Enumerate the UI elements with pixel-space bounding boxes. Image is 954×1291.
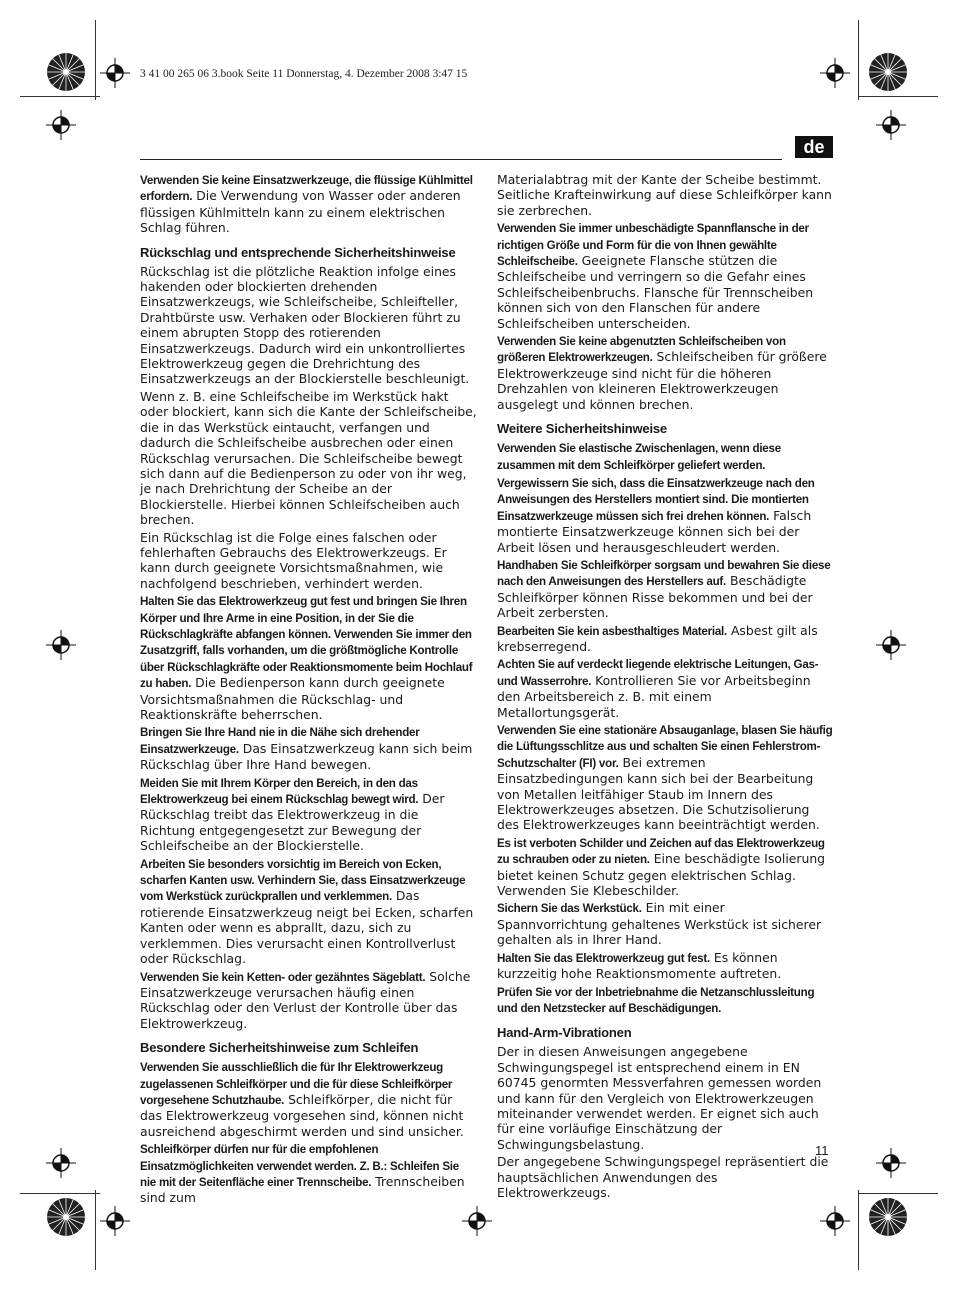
trim-line [858,20,859,100]
registration-target-icon [46,630,76,660]
registration-target-icon [100,58,130,88]
bold-lead: Verwenden Sie keine abgenutzten Schleifscheiben von größeren Elektrowerkzeugen. [497,335,786,365]
paragraph [497,623,834,655]
trim-line [20,1193,100,1194]
paragraph-text: Der Rückschlag treibt das Elektrowerkzeug in die Richtung entgegengesetzt zur Bewegung der Schleifscheibe an der Blockierstelle. [140,791,445,854]
paragraph [497,950,834,982]
paragraph-text: Ein Rückschlag ist die Folge eines falschen oder fehlerhaften Gebrauchs des Elektrowerkzeugs. Er kann durch geeignete Vorsichtsmaßnahmen, wie nachfolgend beschrieben, verhindert werden. [140,529,447,591]
paragraph-text: Eine beschädigte Isolierung bietet keinen Schutz gegen elektrischen Schlag. Verwenden Sie Klebeschilder. [497,851,826,899]
paragraph [497,1154,834,1200]
bold-lead: Prüfen Sie vor der Inbetriebnahme die Netzanschlussleitung und den Netzstecker auf Beschädigungen. [497,985,815,1015]
section-heading: Hand-Arm-Vibrationen [497,1025,632,1041]
paragraph [497,220,834,331]
paragraph [497,984,834,1017]
paragraph [140,172,477,236]
bold-lead: Vergewissern Sie sich, dass die Einsatzwerkzeuge nach den Anweisungen des Herstellers montiert sind. Die montierten Einsatzwerkzeuge müssen sich frei drehen können. [497,476,815,523]
paragraph [140,389,477,528]
paragraph [497,440,834,473]
paragraph [140,593,477,722]
paragraph-text: Der angegebene Schwingungspegel repräsentiert die hauptsächlichen Anwendungen des Elektrowerkzeugs. [497,1154,829,1200]
starburst-mark-icon [868,1197,908,1237]
registration-target-icon [876,630,906,660]
registration-target-icon [820,58,850,88]
paragraph [497,1044,834,1152]
bold-lead: Es ist verboten Schilder und Zeichen auf das Elektrowerkzeug zu schrauben oder zu nieten. [497,836,825,867]
paragraph-text: Wenn z. B. eine Schleifscheibe im Werkstück hakt oder blockiert, kann sich die Kante der Schleifscheibe, die in das Werkstück eintaucht, verfangen und dadurch die Schleifscheibe ausbrechen oder einen Rückschlag verursachen. Die Schleifscheibe bewegt sich dann auf die Bedienperson zu oder von ihr weg, je nach Drehrichtung der Scheibe an der Blockierstelle. Hierbei können Schleifscheiben auch brechen. [140,388,477,528]
bold-lead: Verwenden Sie kein Ketten- oder gezähntes Sägeblatt. [140,970,426,984]
bold-lead: Verwenden Sie keine Einsatzwerkzeuge, die flüssige Kühlmittel erfordern. [140,174,473,204]
book-info-header: 3 41 00 265 06 3.book Seite 11 Donnerstag, 4. Dezember 2008 3:47 15 [140,68,468,80]
paragraph-text: Der in diesen Anweisungen angegebene Schwingungspegel ist entsprechend einem in EN 60745 genormten Messverfahren gemessen worden und kann für den Vergleich von Elektrowerkzeugen miteinander verwendet werden. Er eignet sich auch für eine vorläufige Einschätzung der Schwingungsbelastung. [497,1044,822,1152]
paragraph-text: Es können kurzzeitig hohe Reaktionsmomente auftreten. [497,949,782,982]
bold-lead: Arbeiten Sie besonders vorsichtig im Bereich von Ecken, scharfen Kanten usw. Verhindern Sie, dass Einsatzwerkzeuge vom Werkstück zurückprallen und verklemmen. [140,857,466,904]
paragraph-text: Asbest gilt als krebserregend. [497,622,818,654]
starburst-mark-icon [868,52,908,92]
bold-lead: Schleifkörper dürfen nur für die empfohlenen Einsatzmöglichkeiten verwendet werden. Z. B.: Schleifen Sie nie mit der Seitenfläche einer Trennscheibe. [140,1143,459,1189]
bold-lead: Handhaben Sie Schleifkörper sorgsam und bewahren Sie diese nach den Anweisungen des Herstellers auf. [497,558,831,589]
paragraph-text: Falsch montierte Einsatzwerkzeuge können sich bei der Arbeit lösen und herausgeschleudert werden. [497,507,812,555]
paragraph [497,172,834,218]
paragraph [140,856,477,967]
trim-line [95,20,96,100]
paragraph [497,333,834,412]
paragraph-text: Schleifscheiben für größere Elektrowerkzeuge sind nicht für die höheren Drehzahlen von kleineren Elektrowerkzeugen ausgelegt und können brechen. [497,349,827,412]
paragraph-text: Rückschlag ist die plötzliche Reaktion infolge eines hakenden oder blockierten drehenden Einsatzwerkzeugs, wie Schleifscheibe, Schleifteller, Drahtbürste usw. Verhaken oder Blockieren führt zu einem abrupten Stopp des rotierenden Einsatzwerkzeugs. Dadurch wird ein unkontrolliertes Elektrowerkzeug gegen die Drehrichtung des Einsatzwerkzeugs an der Blockierstelle beschleunigt. [140,263,470,387]
trim-line [858,1193,938,1194]
bold-lead: Bringen Sie Ihre Hand nie in die Nähe sich drehender Einsatzwerkzeuge. [140,726,420,756]
paragraph [497,656,834,720]
bold-lead: Verwenden Sie eine stationäre Absauganlage, blasen Sie häufig die Lüftungsschlitze aus und schalten Sie einen Fehlerstrom-Schutzschalter (FI) vor. [497,724,833,770]
trim-line [858,96,938,97]
starburst-mark-icon [46,1197,86,1237]
trim-line [858,1190,859,1270]
bold-lead: Verwenden Sie ausschließlich die für Ihr Elektrowerkzeug zugelassenen Schleifkörper und die für diese Schleifkörper vorgesehene Schutzhaube. [140,1061,453,1107]
paragraph [497,835,834,899]
language-tab: de [795,136,833,158]
section-heading: Weitere Sicherheitshinweise [497,421,667,437]
registration-target-icon [876,1148,906,1178]
paragraph-text: Materialabtrag mit der Kante der Scheibe bestimmt. Seitliche Krafteinwirkung auf diese Schleifkörper kann sie zerbrechen. [497,172,832,218]
paragraph [497,722,834,833]
right-column [497,172,834,1202]
bold-lead: Bearbeiten Sie kein asbesthaltiges Material. [497,624,727,638]
trim-line [20,96,100,97]
registration-target-icon [820,1206,850,1236]
bold-lead: Halten Sie das Elektrowerkzeug gut fest. [497,951,710,965]
bold-lead: Verwenden Sie immer unbeschädigte Spannflansche in der richtigen Größe und Form für die von Ihnen gewählte Schleifscheibe. [497,222,809,269]
paragraph-text: Trennscheiben sind zum [140,1173,465,1206]
paragraph [140,264,477,387]
paragraph [497,900,834,947]
paragraph [140,775,477,854]
paragraph [140,1141,477,1206]
paragraph [497,557,834,621]
bold-lead: Verwenden Sie elastische Zwischenlagen, wenn diese zusammen mit dem Schleifkörper geliefert werden. [497,442,781,472]
paragraph-text: Kontrollieren Sie vor Arbeitsbeginn den Arbeitsbereich z. B. mit einem Metallortungsgerät. [497,672,811,720]
registration-target-icon [100,1206,130,1236]
section-heading: Rückschlag und entsprechende Sicherheitshinweise [140,244,456,260]
bold-lead: Achten Sie auf verdeckt liegende elektrische Leitungen, Gas- und Wasserrohre. [497,658,819,688]
header-rule [140,159,782,160]
paragraph [140,1059,477,1139]
trim-line [95,1190,96,1270]
paragraph [140,724,477,772]
page-number: 11 [815,1143,829,1158]
paragraph [140,530,477,592]
bold-lead: Sichern Sie das Werkstück. [497,902,642,916]
paragraph-text: Bei extremen Einsatzbedingungen kann sich bei der Bearbeitung von Metallen leitfähiger Staub im Innern des Elektrowerkzeuges absetzen. Die Schutzisolierung des Elektrowerkzeuges kann beeinträchtigt werden. [497,754,820,833]
bold-lead: Meiden Sie mit Ihrem Körper den Bereich, in den das Elektrowerkzeug bei einem Rückschlag bewegt wird. [140,776,419,807]
registration-target-icon [876,110,906,140]
paragraph-text: Geeignete Flansche stützen die Schleifscheibe und verringern so die Gefahr eines Schleifscheibenbruchs. Flansche für Trennscheiben können sich von den Flanschen für andere Schleifscheiben unterscheiden. [497,253,814,331]
registration-target-icon [462,1206,492,1236]
paragraph-text: Die Bedienperson kann durch geeignete Vorsichtsmaßnahmen die Rückschlag- und Reaktionskräfte beherrschen. [140,675,445,722]
bold-lead: Halten Sie das Elektrowerkzeug gut fest und bringen Sie Ihren Körper und Ihre Arme in eine Position, in der Sie die Rückschlagkräfte abfangen können. Verwenden Sie immer den Zusatzgriff, falls vorhanden, um die größtmögliche Kontrolle über Rückschlagkräfte oder Reaktionsmomente beim Hochlauf zu haben. [140,595,473,691]
paragraph-text: Schleifkörper, die nicht für das Elektrowerkzeug vorgesehen sind, können nicht ausreichend abgeschirmt werden und sind unsicher. [140,1091,464,1139]
starburst-mark-icon [46,52,86,92]
paragraph-text: Das rotierende Einsatzwerkzeug neigt bei Ecken, scharfen Kanten oder wenn es abprallt, dazu, sich zu verklemmen. Dies verursacht einen Kontrollverlust oder Rückschlag. [140,888,474,967]
paragraph-text: Ein mit einer Spannvorrichtung gehaltenes Werkstück ist sicherer gehalten als in Ihrer Hand. [497,900,822,948]
paragraph [497,475,834,555]
registration-target-icon [46,1148,76,1178]
paragraph-text: Das Einsatzwerkzeug kann sich beim Rückschlag über Ihre Hand bewegen. [140,740,473,773]
section-heading: Besondere Sicherheitshinweise zum Schleifen [140,1040,419,1056]
registration-target-icon [46,110,76,140]
paragraph-text: Die Verwendung von Wasser oder anderen flüssigen Kühlmitteln kann zu einem elektrischen Schlag führen. [140,188,461,236]
paragraph-text: Solche Einsatzwerkzeuge verursachen häufig einen Rückschlag oder den Verlust der Kontrolle über das Elektrowerkzeug. [140,968,471,1031]
left-column [140,172,477,1208]
paragraph-text: Beschädigte Schleifkörper können Risse bekommen und bei der Arbeit zerbersten. [497,573,813,621]
paragraph [140,969,477,1032]
